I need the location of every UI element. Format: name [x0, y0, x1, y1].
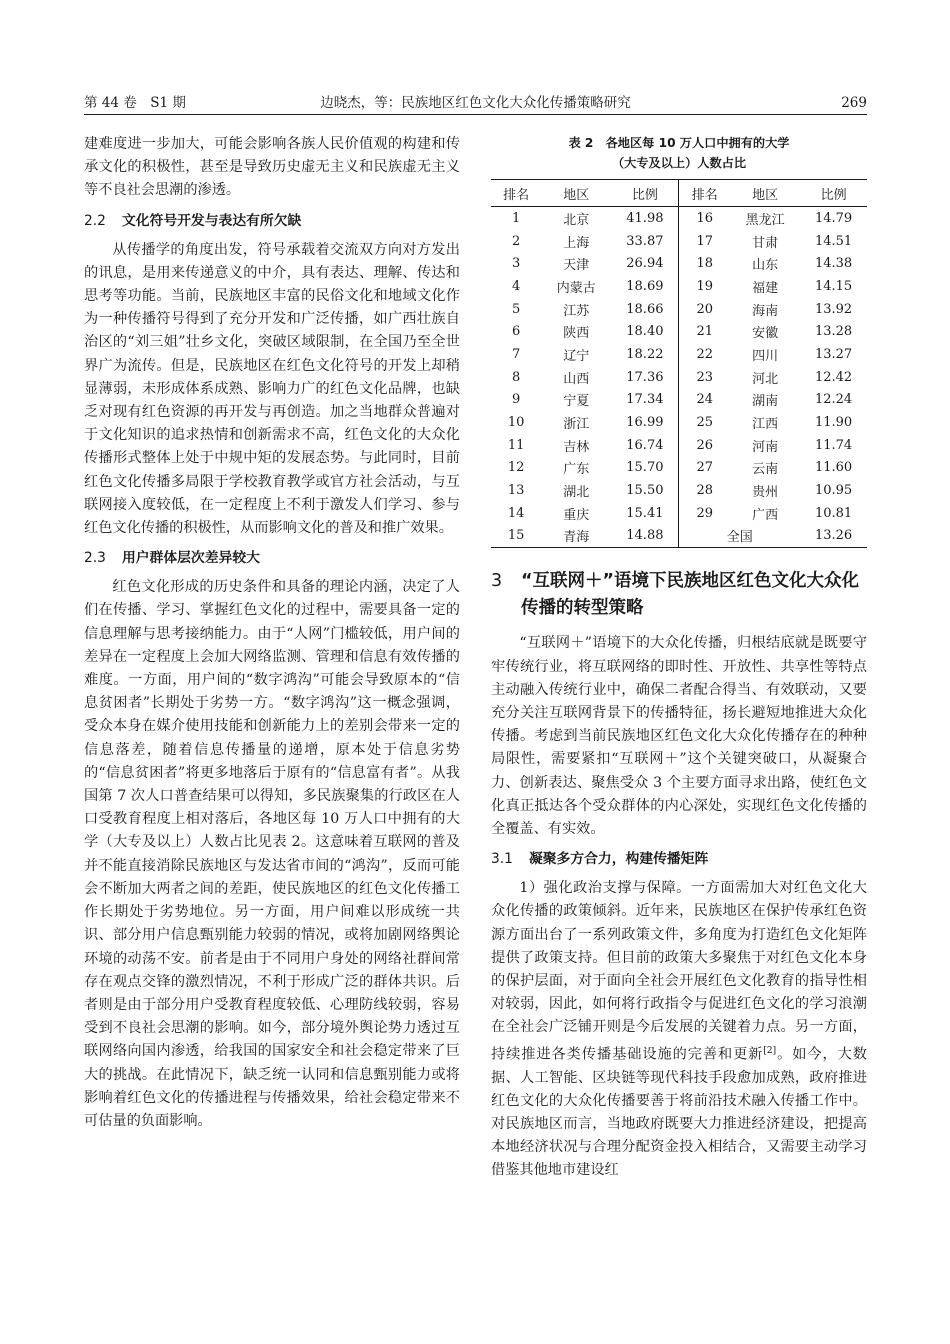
table-row [491, 479, 867, 502]
cell-ratio: 41.98 [611, 207, 679, 230]
cell-region: 江苏 [563, 303, 590, 319]
table-row [491, 411, 867, 434]
cell-ratio: 13.27 [814, 346, 853, 362]
cell-region: 重庆 [563, 507, 590, 523]
cell-region: 内蒙古 [556, 280, 596, 296]
cell-ratio: 14.79 [814, 210, 853, 226]
cell-region: 江西 [752, 417, 779, 433]
cell-total-label: 全国 [726, 530, 753, 546]
cell-rank: 24 [696, 392, 714, 408]
table-row [491, 366, 867, 389]
cell-ratio: 15.50 [611, 479, 679, 502]
paragraph-text: 。如今，大数据、人工智能、区块链等现代科技手段愈加成熟，政府推进红色文化的大众化传播要善于将前沿技术融入传播工作中。对民族地区而言，当地政府既要大力推进经济建设，把提高本地经济状况与合理分配资金投入相结合，又需要主动学习借鉴其他地市建设红 [491, 1046, 867, 1179]
cell-ratio: 18.22 [611, 343, 679, 366]
cell-rank: 13 [507, 483, 525, 499]
cell-ratio: 18.40 [611, 320, 679, 343]
cell-rank: 21 [696, 324, 714, 340]
cell-rank: 26 [696, 437, 714, 453]
paragraph: 从传播学的角度出发，符号承载着交流双方向对方发出的讯息，是用来传递意义的中介，具有表达、理解、传达和思考等功能。当前，民族地区丰富的民俗文化和地域文化作为一种传播符号得到了充分开发和广泛传播，如广西壮族自治区的“刘三姐”壮乡文化，突破区域限制，在全国乃至全世界广为流传。但是，民族地区在红色文化符号的开发上却稍显薄弱，未形成体系成熟、影响力广的红色文化品牌，也缺乏对现有红色资源的再开发与再创造。加之当地群众普遍对于文化知识的追求热情和创新需求不高，红色文化的大众化传播形式整体上处于中规中矩的发展态势。与此同时，目前红色文化传播多局限于学校教育教学或官方社会活动，与互联网接入度较低，在一定程度上不利于激发人们学习、参与红色文化传播的积极性，从而影响文化的普及和推广效果。 [84, 241, 460, 537]
table-row [491, 207, 867, 230]
cell-region: 陕西 [563, 326, 590, 342]
cell-rank: 19 [696, 278, 714, 294]
cell-region: 黑龙江 [745, 212, 785, 228]
cell-region: 广西 [752, 507, 779, 523]
cell-ratio: 14.38 [814, 256, 853, 272]
table-row [491, 298, 867, 321]
running-header [84, 92, 867, 115]
section-heading-2-3 [84, 546, 460, 570]
cell-ratio: 13.92 [814, 301, 853, 317]
cell-region: 山西 [563, 371, 590, 387]
cell-region: 浙江 [563, 417, 590, 433]
cell-region: 宁夏 [563, 394, 590, 410]
cell-region: 北京 [563, 212, 590, 228]
cell-region: 吉林 [563, 439, 590, 455]
cell-region: 安徽 [752, 326, 779, 342]
cell-region: 河北 [752, 371, 779, 387]
cell-ratio: 12.42 [814, 369, 853, 385]
cell-rank: 10 [507, 415, 525, 431]
right-column [491, 133, 867, 1183]
paragraph [491, 877, 867, 1182]
cell-rank: 2 [511, 233, 521, 249]
cell-ratio: 11.90 [814, 415, 853, 431]
cell-region: 河南 [752, 439, 779, 455]
cell-rank: 28 [696, 483, 714, 499]
cell-region: 山东 [752, 258, 779, 274]
cell-region: 海南 [752, 303, 779, 319]
cell-rank: 23 [696, 369, 714, 385]
table-row [491, 502, 867, 525]
cell-region: 湖北 [563, 485, 590, 501]
cell-ratio: 15.70 [611, 457, 679, 480]
cell-region: 湖南 [752, 394, 779, 410]
cell-rank: 29 [696, 505, 714, 521]
cell-rank: 11 [507, 437, 525, 453]
table-row [491, 343, 867, 366]
col-header-ratio: 比例 [611, 180, 679, 207]
cell-region: 云南 [752, 462, 779, 478]
cell-ratio: 12.24 [814, 392, 853, 408]
cell-ratio: 11.60 [814, 460, 853, 476]
page-number: 269 [841, 95, 867, 111]
section-number: 2.3 [84, 550, 106, 567]
col-header-rank: 排名 [679, 180, 730, 207]
table-row [491, 320, 867, 343]
paragraph: “互联网＋”语境下的大众化传播，归根结底就是既要守牢传统行业，将互联网络的即时性、开放性、共享性等特点主动融入传统行业中，确保二者配合得当、有效联动，又要充分关注互联网背景下的传播特征，扬长避短地推进大众化传播。考虑到当前民族地区红色文化大众化传播存在的种种局限性，需要紧扣“互联网＋”这个关键突破口，从凝聚合力、创新表达、聚焦受众 3 个主要方面寻求出路，使红色文化真正抵达各个受众群体的内心深处，实现红色文化传播的全覆盖、有实效。 [491, 635, 867, 837]
table-row [491, 434, 867, 457]
cell-rank: 8 [511, 369, 521, 385]
section-title: 凝聚多方合力，构建传播矩阵 [528, 851, 709, 868]
section-heading-3-1 [491, 847, 867, 871]
cell-ratio: 17.34 [611, 389, 679, 412]
section-heading-3 [491, 568, 867, 622]
cell-ratio: 10.95 [814, 483, 853, 499]
cell-ratio: 16.99 [611, 411, 679, 434]
table-row [491, 275, 867, 298]
cell-rank: 17 [696, 233, 714, 249]
cell-ratio: 17.36 [611, 366, 679, 389]
table-row-last [491, 525, 867, 548]
table-header-row [491, 180, 867, 207]
cell-rank: 18 [696, 256, 714, 272]
cell-rank: 6 [511, 324, 521, 340]
section-number: 3 [491, 571, 503, 592]
cell-ratio: 18.69 [611, 275, 679, 298]
col-header-ratio: 比例 [800, 180, 867, 207]
cell-rank: 16 [696, 210, 714, 226]
col-header-rank: 排名 [491, 180, 541, 207]
left-column [84, 133, 460, 1133]
cell-ratio: 18.66 [611, 298, 679, 321]
col-header-region: 地区 [730, 180, 800, 207]
cell-region: 天津 [563, 258, 590, 274]
cell-ratio: 15.41 [611, 502, 679, 525]
cell-rank: 14 [507, 505, 525, 521]
university-ratio-table [491, 179, 867, 548]
cell-region: 上海 [563, 235, 590, 251]
journal-volume: 第 44 卷 S1 期 [84, 95, 186, 111]
cell-total-ratio: 13.26 [814, 528, 853, 544]
table-caption-line-2: （大专及以上）人数占比 [611, 156, 747, 170]
section-title: 用户群体层次差异较大 [121, 550, 260, 567]
section-number: 3.1 [491, 851, 513, 868]
cell-region: 广东 [563, 462, 590, 478]
table-row [491, 252, 867, 275]
table-row [491, 230, 867, 253]
section-title: 文化符号开发与表达有所欠缺 [121, 212, 302, 229]
cell-ratio: 13.28 [814, 324, 853, 340]
article-running-title: 边晓杰，等：民族地区红色文化大众化传播策略研究 [320, 95, 631, 111]
paragraph-text: 1）强化政治支撑与保障。一方面需加大对红色文化大众化传播的政策倾斜。近年来，民族地区在保护传承红色资源方面出台了一系列政策文件，多角度为打造红色文化矩阵提供了政策支持。但目前的政策大多聚焦于对红色文化本身的保护层面，对于面向全社会开展红色文化教育的指导性相对较弱，因此，如何将行政指令与促进红色文化的学习浪潮在全社会广泛铺开则是今后发展的关键着力点。另一方面，持续推进各类传播基础设施的完善和更新 [491, 880, 867, 1063]
section-number: 2.2 [84, 212, 106, 229]
cell-rank: 15 [507, 528, 525, 544]
cell-region: 甘肃 [752, 235, 779, 251]
cell-rank: 9 [511, 392, 521, 408]
cell-rank: 22 [696, 346, 714, 362]
cell-rank: 7 [511, 346, 521, 362]
table-caption-line-1: 表 2 各地区每 10 万人口中拥有的大学 [568, 136, 790, 150]
cell-rank: 27 [696, 460, 714, 476]
section-title: “互联网＋”语境下民族地区红色文化大众化传播的转型策略 [521, 571, 860, 619]
cell-rank: 25 [696, 415, 714, 431]
cell-region: 贵州 [752, 485, 779, 501]
cell-ratio: 14.88 [611, 525, 679, 548]
paragraph: 红色文化形成的历史条件和具备的理论内涵，决定了人们在传播、学习、掌握红色文化的过程中，需要具备一定的信息理解与思考接纳能力。由于“人网”门槛较低，用户间的差异在一定程度上会加大网络监测、管理和信息有效传播的难度。一方面，用户间的“数字鸿沟”可能会导致原本的“信息贫困者”长期处于劣势一方。“数字鸿沟”这一概念强调，受众本身在媒介使用技能和创新能力上的差别会带来一定的信息落差，随着信息传播量的递增，原本处于信息劣势的“信息贫困者”将更多地落后于原有的“信息富有者”。从我国第 7 次人口普查结果可以得知，多民族聚集的行政区在人口受教育程度上相对落后，各地区每 10 万人口中拥有的大学（大专及以上）人数占比见表 2。这意味着互联网的普及并不能直接消除民族地区与发达省市间的“鸿沟”，反而可能会不断加大两者之间的差距，使民族地区的红色文化传播工作长期处于劣势地位。另一方面，用户间难以形成统一共识、部分用户信息甄别能力较弱的情况，或将加剧网络舆论环境的动荡不安。前者是由于不同用户身处的网络社群间常存在观点交锋的激烈情况，不利于形成广泛的群体共识。后者则是由于部分用户受教育程度较低、心理防线较弱，容易受到不良社会思潮的影响。如今，部分境外舆论势力透过互联网络向国内渗透，给我国的国家安全和社会稳定带来了巨大的挑战。在此情况下，缺乏统一认同和信息甄别能力或将影响着红色文化的传播进程与传播效果，给社会稳定带来不可估量的负面影响。 [84, 579, 460, 1129]
cell-ratio: 11.74 [814, 437, 853, 453]
cell-ratio: 14.15 [814, 278, 853, 294]
section-heading-2-2 [84, 209, 460, 233]
table-row [491, 389, 867, 412]
paragraph-continued: 建难度进一步加大，可能会影响各族人民价值观的构建和传承文化的积极性，甚至是导致历史虚无主义和民族虚无主义等不良社会思潮的渗透。 [84, 136, 460, 199]
cell-rank: 5 [511, 301, 521, 317]
cell-region: 四川 [752, 348, 779, 364]
cell-region: 辽宁 [563, 348, 590, 364]
cell-rank: 3 [511, 256, 521, 272]
cell-ratio: 14.51 [814, 233, 853, 249]
cell-region: 福建 [752, 280, 779, 296]
col-header-region: 地区 [541, 180, 611, 207]
cell-ratio: 26.94 [611, 252, 679, 275]
cell-ratio: 33.87 [611, 230, 679, 253]
cell-ratio: 16.74 [611, 434, 679, 457]
cell-rank: 12 [507, 460, 525, 476]
cell-ratio: 10.81 [814, 505, 853, 521]
table-row [491, 457, 867, 480]
citation-ref: [2] [763, 1045, 777, 1056]
table-caption [491, 133, 867, 173]
cell-rank: 1 [511, 210, 521, 226]
cell-region: 青海 [563, 530, 590, 546]
cell-rank: 4 [511, 278, 521, 294]
cell-rank: 20 [696, 301, 714, 317]
